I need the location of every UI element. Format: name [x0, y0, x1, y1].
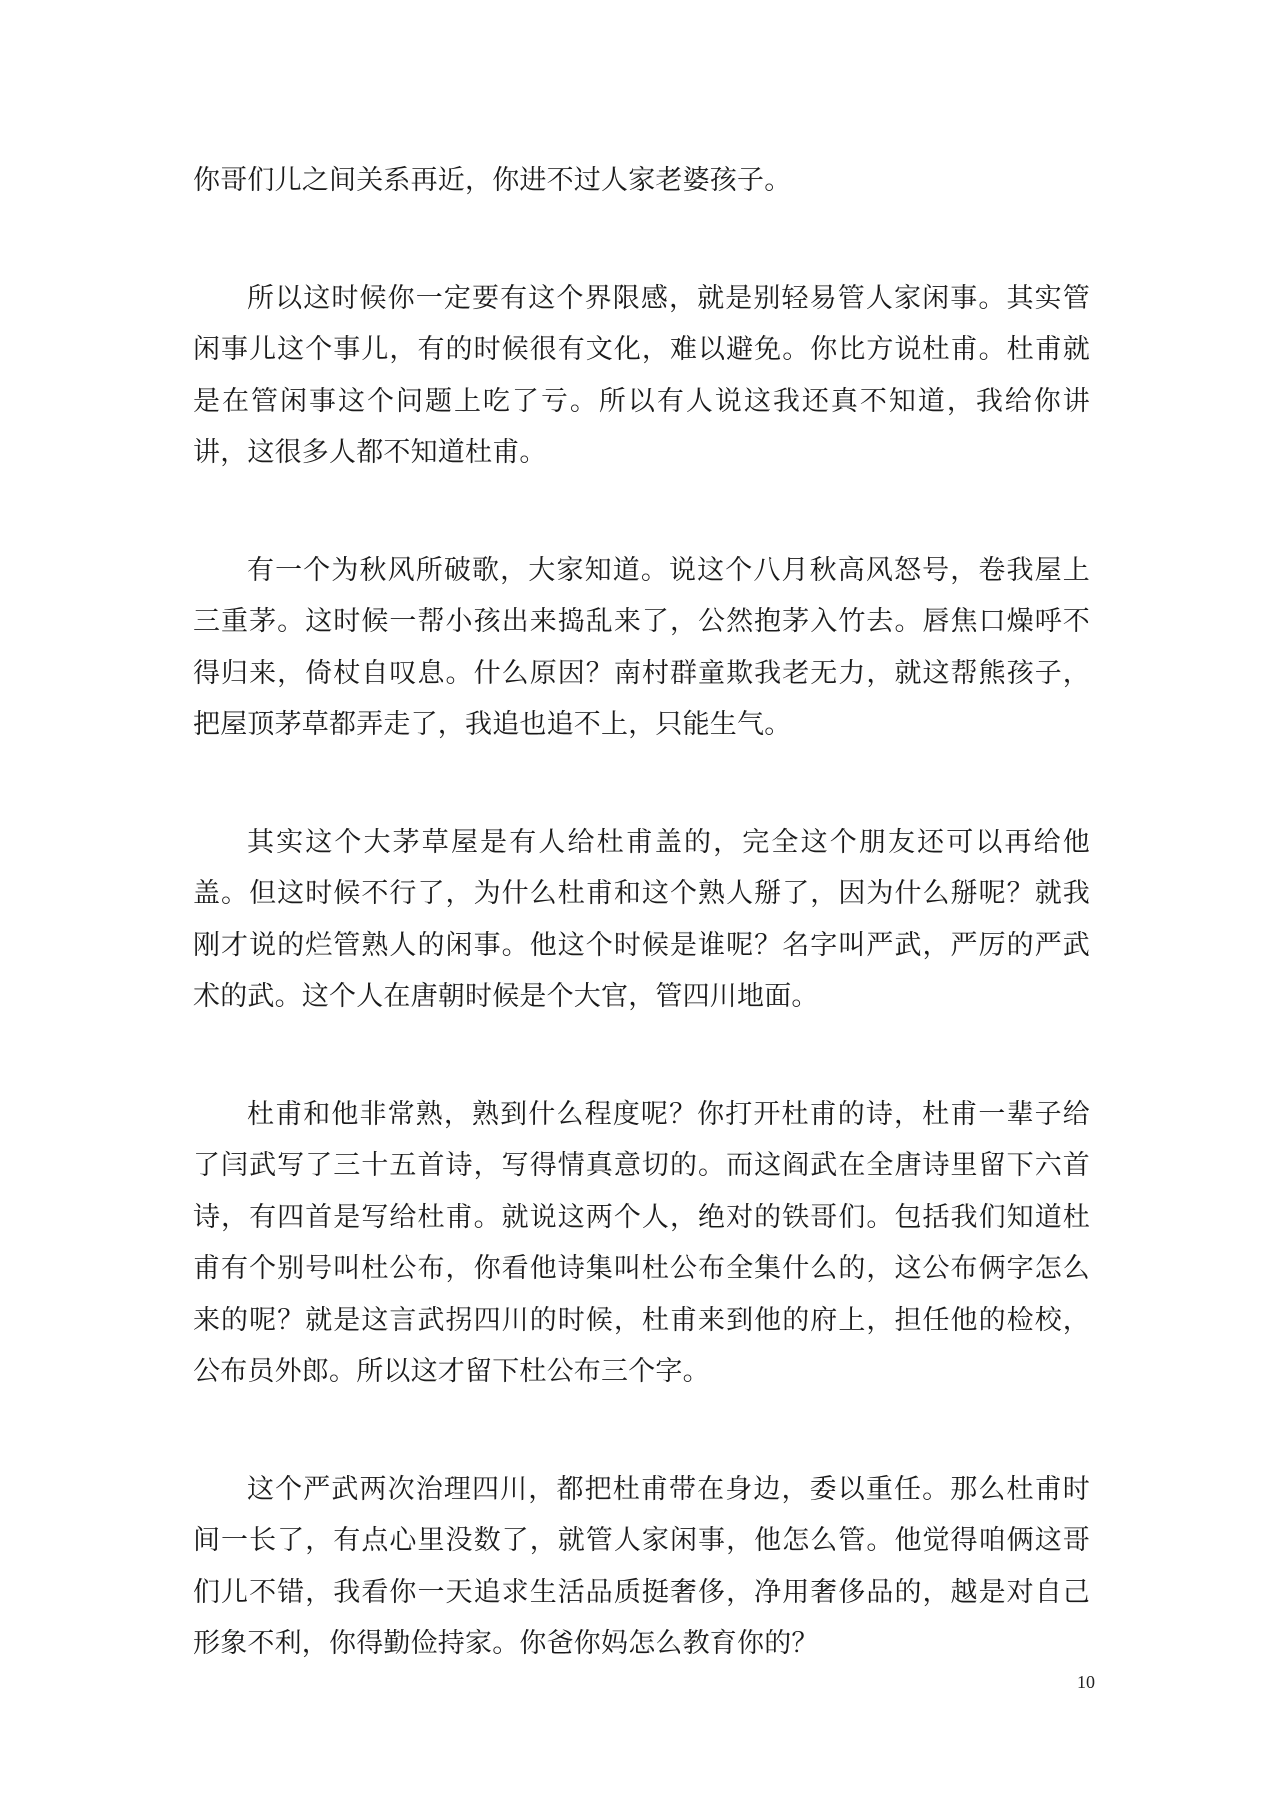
document-body	[193, 155, 1090, 1670]
paragraph: 所以这时候你一定要有这个界限感，就是别轻易管人家闲事。其实管闲事儿这个事儿，有的时候很有文化，难以避免。你比方说杜甫。杜甫就是在管闲事这个问题上吃了亏。所以有人说这我还真不知道，我给你讲讲，这很多人都不知道杜甫。	[193, 282, 1090, 468]
paragraph: 这个严武两次治理四川，都把杜甫带在身边，委以重任。那么杜甫时间一长了，有点心里没数了，就管人家闲事，他怎么管。他觉得咱俩这哥们儿不错，我看你一天追求生活品质挺奢侈，净用奢侈品的，越是对自己形象不利，你得勤俭持家。你爸你妈怎么教育你的？	[193, 1473, 1090, 1659]
paragraph: 其实这个大茅草屋是有人给杜甫盖的，完全这个朋友还可以再给他盖。但这时候不行了，为什么杜甫和这个熟人掰了，因为什么掰呢？就我刚才说的烂管熟人的闲事。他这个时候是谁呢？名字叫严武，严厉的严武术的武。这个人在唐朝时候是个大官，管四川地面。	[193, 826, 1090, 1012]
paragraph: 杜甫和他非常熟，熟到什么程度呢？你打开杜甫的诗，杜甫一辈子给了闫武写了三十五首诗，写得情真意切的。而这阎武在全唐诗里留下六首诗，有四首是写给杜甫。就说这两个人，绝对的铁哥们。包括我们知道杜甫有个别号叫杜公布，你看他诗集叫杜公布全集什么的，这公布俩字怎么来的呢？就是这言武拐四川的时候，杜甫来到他的府上，担任他的检校，公布员外郎。所以这才留下杜公布三个字。	[193, 1098, 1090, 1387]
paragraph: 你哥们儿之间关系再近，你进不过人家老婆孩子。	[193, 165, 792, 196]
page-number: 10	[1077, 1672, 1095, 1692]
paragraph: 有一个为秋风所破歌，大家知道。说这个八月秋高风怒号，卷我屋上三重茅。这时候一帮小孩出来捣乱来了，公然抱茅入竹去。唇焦口燥呼不得归来，倚杖自叹息。什么原因？南村群童欺我老无力，就这帮熊孩子，把屋顶茅草都弄走了，我追也追不上，只能生气。	[193, 554, 1090, 740]
